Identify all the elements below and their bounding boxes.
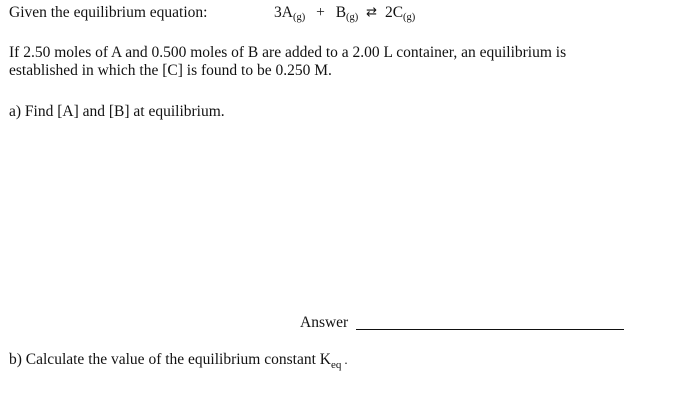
problem-text-line-2: established in which the [C] is found to be 0.250 M. [9,62,332,79]
given-label: Given the equilibrium equation: [9,4,208,21]
keq-subscript: eq [330,359,342,371]
reactant-a: $3A_{(g)}$ [274,4,306,23]
part-b-question: b) Calculate the value of the equilibrium constant $K_{eq}$ . [9,351,348,371]
plus-sign: + [316,4,325,21]
answer-label: Answer [300,314,349,331]
product-c: $2C_{(g)}$ [384,4,416,23]
part-a-question: a) Find [A] and [B] at equilibrium. [9,103,225,120]
equilibrium-arrow-icon: ⇄ [366,5,378,20]
problem-text-line-1: If 2.50 moles of A and 0.500 moles of B are added to a 2.00 L container, an equilibrium is [9,44,567,61]
answer-blank-line[interactable] [356,329,624,330]
reactant-b: $B_{(g)}$ [335,4,359,23]
equilibrium-equation [274,3,415,22]
